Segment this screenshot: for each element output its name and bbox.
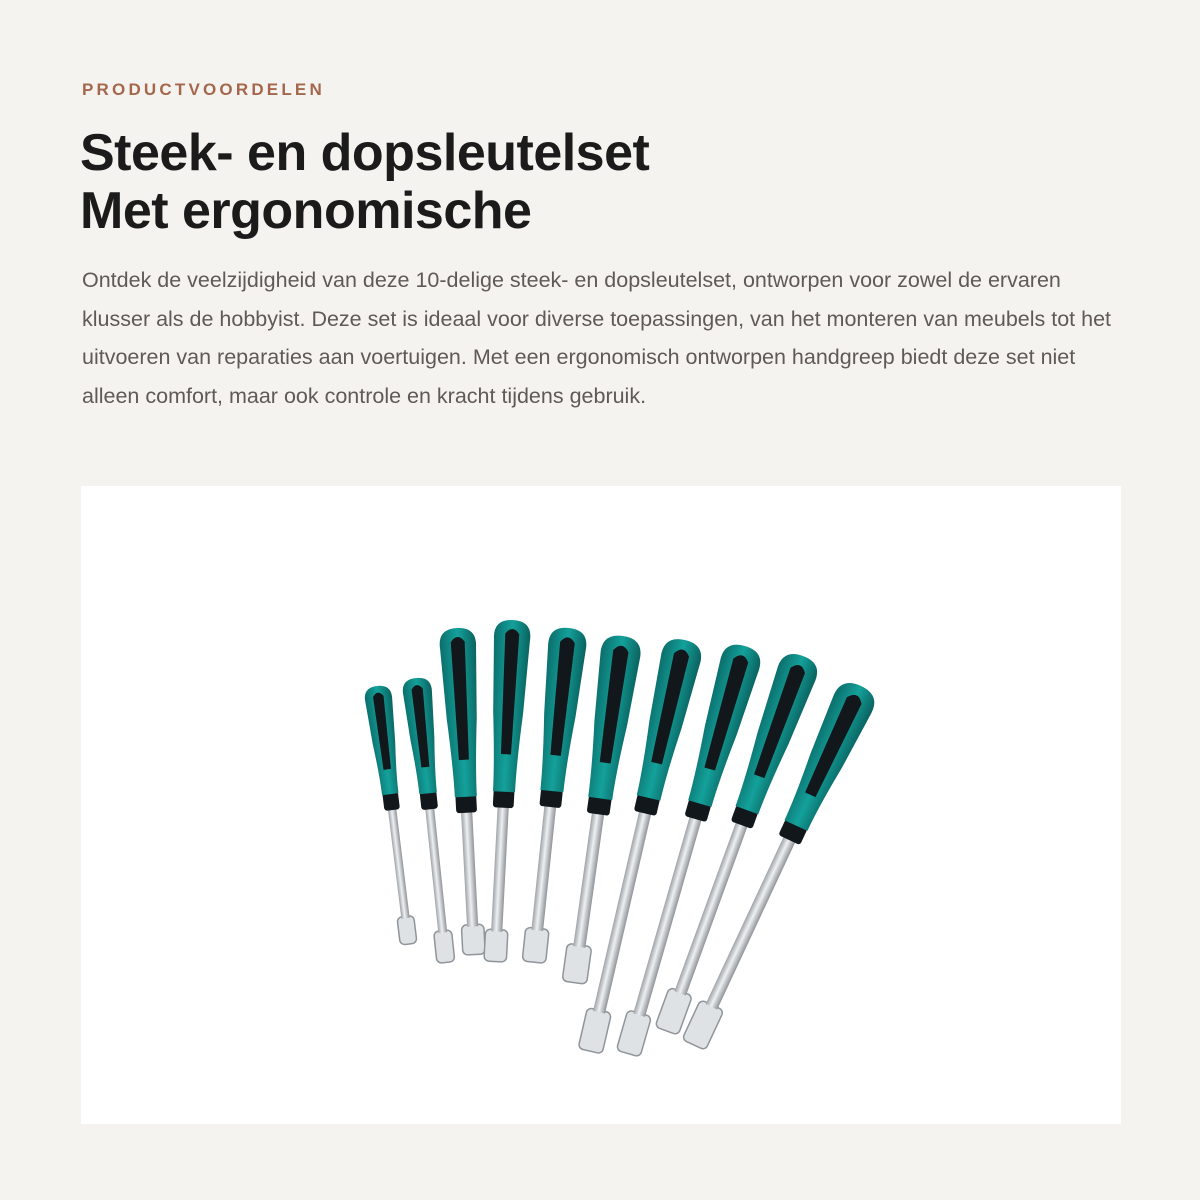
title-line-2: Met ergonomische [80, 182, 532, 240]
socket-head [434, 930, 455, 964]
steel-shaft [531, 804, 556, 931]
socket-head [616, 1010, 651, 1057]
steel-shaft [425, 807, 447, 933]
eyebrow-label: PRODUCTVOORDELEN [82, 80, 325, 99]
steel-shaft [491, 805, 509, 931]
socket-head [397, 915, 417, 945]
socket-head [522, 927, 549, 963]
steel-shaft [706, 836, 796, 1010]
nut-driver-set-illustration [81, 486, 1121, 1124]
socket-head [461, 924, 485, 955]
steel-shaft [461, 810, 478, 926]
page-title [80, 124, 1120, 240]
socket-head [484, 929, 508, 962]
nut-driver-3 [439, 627, 492, 955]
title-line-1: Steek- en dopsleutelset [80, 124, 650, 182]
product-description: Ontdek de veelzijdigheid van deze 10-delige steek- en dopsleutelset, ontworpen voor zowel de ervaren klusser als de hobbyist. Deze set is ideaal voor diverse toepassingen, van het monteren van meubels tot het uitvoeren van reparaties aan voertuigen. Met een ergonomisch ontworpen handgreep biedt deze set niet alleen comfort, maar ook controle en kracht tijdens gebruik. [82, 268, 1111, 408]
socket-head [578, 1007, 611, 1053]
steel-shaft [388, 808, 410, 919]
nut-driver-4 [477, 619, 531, 962]
socket-head [562, 943, 592, 984]
steel-shaft [573, 811, 604, 947]
product-image [81, 486, 1121, 1124]
